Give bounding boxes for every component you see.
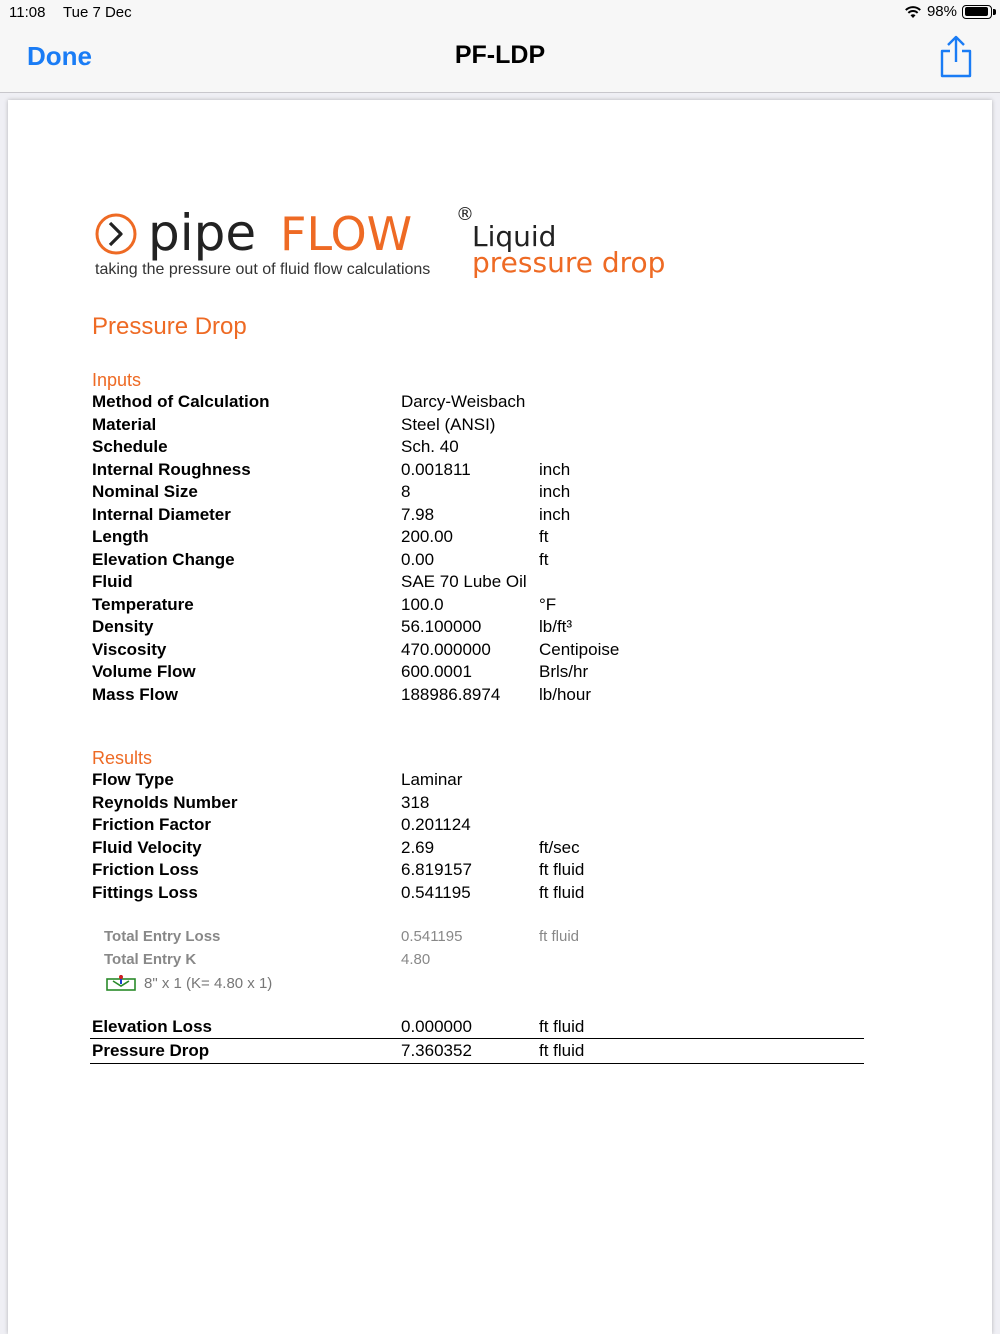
wifi-icon [904,5,922,19]
fitting-entry [106,973,272,993]
row-unit: ft [539,527,549,546]
status-bar [0,0,1000,26]
row-label: Method of Calculation [92,392,270,411]
input-row [92,392,872,414]
row-unit: ft [539,549,549,569]
row-unit: ft fluid [539,882,585,902]
battery-percent: 98% [926,3,957,20]
row-value: 0.000000 [401,1017,472,1036]
row-unit: Centipoise [539,639,620,659]
row-value: 0.001811 [401,459,471,479]
row-label: Internal Diameter [92,504,231,524]
input-row [92,482,872,504]
row-label: Total Entry K [104,950,197,968]
logo-pressure-drop: pressure drop [472,246,666,279]
row-label: Total Entry Loss [104,928,221,945]
row-label: Viscosity [92,639,167,659]
row-value: 2.69 [401,837,435,857]
row-unit: ft fluid [539,860,585,879]
result-row [92,815,872,837]
logo-flow: FLOW [280,207,413,261]
row-value: 6.819157 [401,860,472,879]
row-unit: °F [539,594,557,614]
inputs-heading: Inputs [92,370,142,390]
row-value: 8 [401,482,411,501]
input-row [92,550,872,572]
row-label: Fluid Velocity [92,837,202,857]
result-row [92,860,872,882]
report-title: Pressure Drop [92,313,247,340]
row-label: Schedule [92,437,168,456]
done-button[interactable]: Done [27,41,92,71]
status-date: Tue 7 Dec [63,4,132,21]
input-row [92,617,872,639]
input-row [92,662,872,684]
row-value: Laminar [401,770,463,789]
row-value: SAE 70 Lube Oil [401,572,527,591]
row-label: Density [92,617,154,636]
row-value: 7.98 [401,504,435,524]
row-value: 0.541195 [401,882,471,902]
entry-detail-row [104,928,804,948]
row-value: 56.100000 [401,617,482,636]
row-value: Darcy-Weisbach [401,392,526,411]
row-label: Length [92,527,149,546]
logo-pipe: pipe [148,204,257,262]
row-label: Fluid [92,572,133,591]
row-unit: ft fluid [539,1017,585,1036]
input-row [92,505,872,527]
navigation-bar [0,26,1000,93]
entry-detail-row [104,951,804,971]
row-value: 4.80 [401,950,431,968]
share-icon[interactable] [936,34,976,80]
input-row [92,572,872,594]
result-row [92,770,872,792]
row-value: 0.201124 [401,815,471,834]
logo-registered: ® [456,204,474,225]
row-unit: ft/sec [539,837,580,857]
result-row [92,883,872,905]
row-label: Reynolds Number [92,792,238,812]
input-row [92,460,872,482]
row-value: 318 [401,792,430,812]
pressure-drop-row [92,1041,872,1063]
row-unit: inch [539,504,571,524]
row-unit: lb/hour [539,684,591,704]
input-row [92,527,872,549]
row-label: Pressure Drop [92,1041,210,1060]
row-label: Fittings Loss [92,882,198,902]
row-unit: lb/ft³ [539,617,573,636]
input-row [92,437,872,459]
row-value: 0.541195 [401,928,463,945]
result-row [92,793,872,815]
row-label: Volume Flow [92,662,196,681]
nav-title: PF-LDP [454,41,546,69]
status-time: 11:08 [9,4,46,21]
logo-tagline: taking the pressure out of fluid flow calculations [95,261,431,278]
row-value: 0.00 [401,549,435,569]
status-right [904,3,992,20]
row-label: Mass Flow [92,684,178,704]
row-unit: ft fluid [539,1041,585,1060]
input-row [92,640,872,662]
row-unit: inch [539,459,571,479]
row-value: 600.0001 [401,662,472,681]
battery-icon [962,5,992,19]
row-value: Sch. 40 [401,437,459,456]
elevation-loss-row [92,1017,872,1039]
row-label: Friction Factor [92,815,212,834]
row-value: 7.360352 [401,1041,472,1060]
row-value: 188986.8974 [401,684,501,704]
row-value: 200.00 [401,527,453,546]
row-label: Internal Roughness [92,459,251,479]
input-row [92,595,872,617]
row-value: 470.000000 [401,639,491,659]
divider [90,1063,864,1064]
row-unit: Brls/hr [539,662,589,681]
results-heading: Results [92,748,153,768]
row-label: Nominal Size [92,482,198,501]
row-unit: inch [539,482,571,501]
logo-liquid: Liquid [472,220,557,253]
row-value: Steel (ANSI) [401,414,496,434]
input-row [92,415,872,437]
divider [90,1038,864,1039]
row-label: Friction Loss [92,860,199,879]
document-page [8,100,992,1334]
row-label: Material [92,414,157,434]
row-label: Elevation Change [92,549,235,569]
fitting-text: 8" x 1 (K= 4.80 x 1) [144,974,273,992]
row-unit: ft fluid [539,928,580,945]
row-label: Temperature [92,594,194,614]
input-row [92,685,872,707]
row-label: Elevation Loss [92,1017,212,1036]
row-value: 100.0 [401,594,444,614]
valve-icon [106,974,136,992]
row-label: Flow Type [92,770,174,789]
result-row [92,838,872,860]
